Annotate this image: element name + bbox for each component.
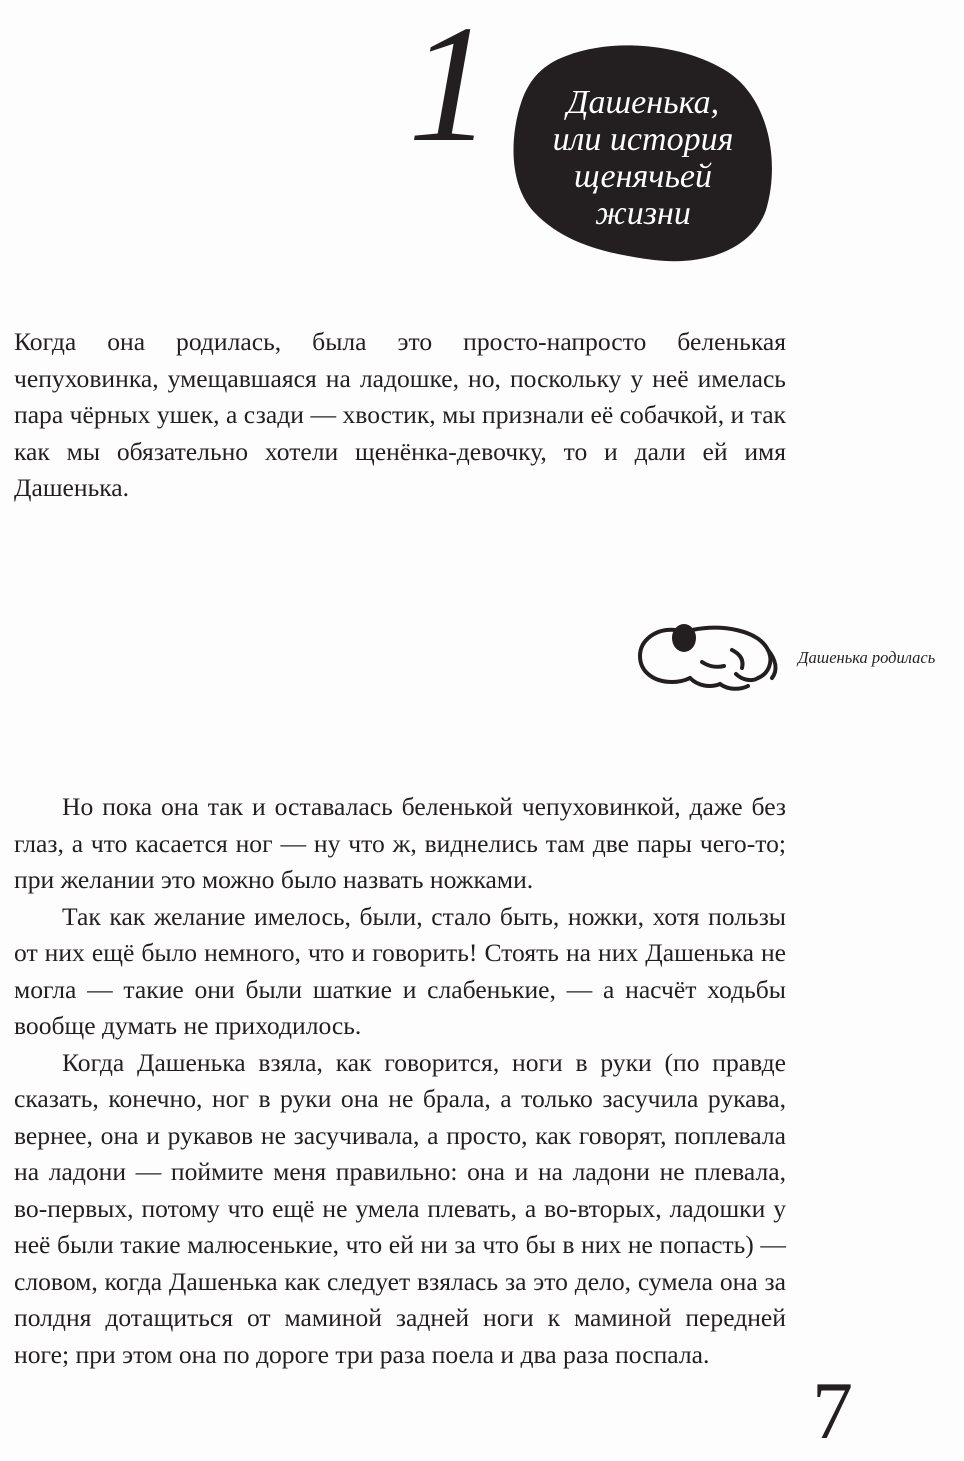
chapter-title (508, 84, 778, 232)
opening-paragraph-block (14, 324, 786, 507)
illustration-caption: Дашенька родилась (798, 648, 936, 667)
newborn-puppy-icon (632, 616, 782, 696)
page-number: 7 (812, 1365, 853, 1456)
paragraph: Так как желание имелось, были, стало быть, ножки, хотя пользы от них ещё было немного, что и говорить! Стоять на них Дашенька не могла — такие они были шаткие и слабенькие, — а насчёт ходьбы вообще думать не приходилось. (14, 901, 786, 1040)
paragraph: Когда Дашенька взяла, как говорится, ноги в руки (по правде сказать, конечно, ног в руки она не брала, а только засучила рукава, вернее, она и рукавов не засучивала, а просто, как говорят, поплевала на ладони — поймите меня правильно: она и на ладони не плевала, во-первых, потому что ещё не умела плевать, а во-вторых, ладошки у неё были такие малюсенькие, что ей ни за что бы в них не попасть) — словом, когда Дашенька как следует взялась за это дело, сумела она за полдня дотащиться от маминой задней ноги к маминой передней ноге; при этом она по дороге три раза поела и два раза поспала. (14, 1047, 786, 1369)
chapter-title-line: или история (552, 121, 734, 158)
chapter-title-line: щенячьей (573, 158, 713, 195)
paragraph: Но пока она так и оставалась беленькой чепуховинкой, даже без глаз, а что касается ног — ну что ж, виднелись там две пары чего-то; при желании это можно было назвать ножками. (14, 792, 786, 894)
chapter-title-line: жизни (595, 195, 691, 232)
chapter-title-line: Дашенька, (566, 84, 720, 121)
main-text-block (14, 789, 786, 1373)
paragraph: Когда она родилась, была это просто-напросто беленькая чепуховинка, умещавшаяся на ладошке, но, поскольку у неё имелась пара чёрных ушек, а сзади — хвостик, мы признали её собачкой, и так как мы обязательно хотели щенёнка-девочку, то и дали ей имя Дашенька. (14, 327, 786, 502)
chapter-number: 1 (408, 0, 492, 177)
